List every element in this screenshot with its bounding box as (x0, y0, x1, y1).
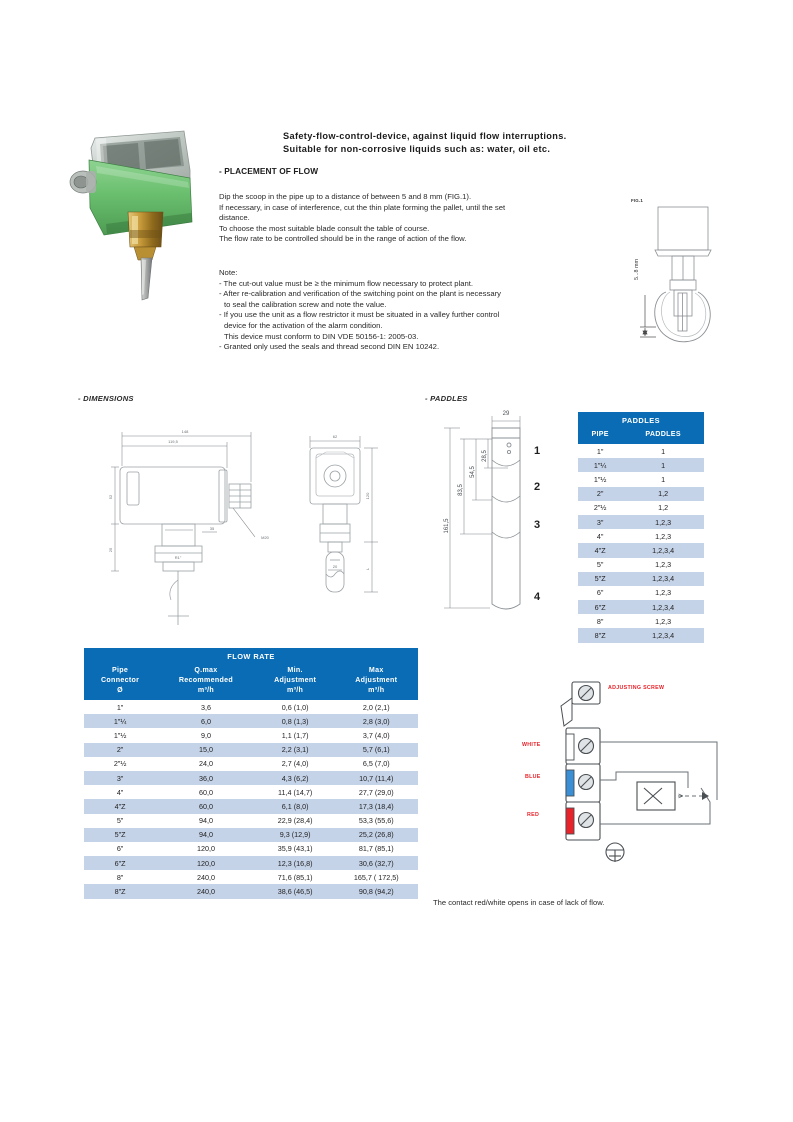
flow-cell-c3: 10,7 (11,4) (335, 771, 419, 785)
paddle-dim-161: 161,5 (444, 518, 450, 534)
flow-cell-c3: 81,7 (85,1) (335, 842, 419, 856)
flow-cell-c3: 30,6 (32,7) (335, 856, 419, 870)
flow-cell-c1: 24,0 (156, 757, 256, 771)
flow-cell-c1: 60,0 (156, 785, 256, 799)
flow-cell-c3: 27,7 (29,0) (335, 785, 419, 799)
flow-cell-c0: 1" (84, 700, 156, 714)
label-blue: BLUE (525, 774, 541, 780)
flow-cell-c0: 6" (84, 842, 156, 856)
flow-cell-c3: 2,8 (3,0) (335, 714, 419, 728)
flow-cell-c1: 15,0 (156, 743, 256, 757)
flow-cell-c3: 6,5 (7,0) (335, 757, 419, 771)
flow-col-max-l1: Max (368, 666, 384, 674)
dim-label-25: 25 (108, 547, 113, 553)
flow-cell-c2: 6,1 (8,0) (256, 799, 335, 813)
placement-line-1: Dip the scoop in the pipe up to a distance of between 5 and 8 mm (FIG.1). (219, 192, 472, 201)
note-line-6: This device must conform to DIN VDE 50156-1: 2005-03. (224, 331, 419, 341)
paddle-dim-54: 54,5 (470, 466, 476, 478)
flow-cell-c1: 9,0 (156, 728, 256, 742)
flow-col-qmax-l1: Q.max (194, 666, 218, 674)
paddles-cell-c1: 1,2 (622, 487, 704, 501)
intro-line-1: Safety-flow-control-device, against liquid flow interruptions. (283, 131, 567, 141)
dim2-label-62: 62 (332, 434, 338, 439)
table-row (84, 842, 418, 856)
table-row (84, 870, 418, 884)
wiring-caption: The contact red/white opens in case of lack of flow. (433, 898, 605, 907)
flow-cell-c3: 2,0 (2,1) (335, 700, 419, 714)
flow-col-min-l2: Adjustment (274, 676, 317, 684)
flow-col-max (335, 664, 419, 700)
flow-table-body (84, 700, 418, 899)
note-block (219, 268, 629, 353)
paddles-cell-c0: 2" (578, 487, 622, 501)
flow-col-qmax-l2: Recommended (178, 676, 234, 684)
section-heading-dimensions: - DIMENSIONS (78, 394, 134, 403)
table-row (84, 743, 418, 757)
table-row (578, 572, 704, 586)
note-line-1: - The cut-out value must be ≥ the minimum flow necessary to protect plant. (219, 278, 474, 288)
table-row (84, 799, 418, 813)
flow-cell-c0: 5"Z (84, 828, 156, 842)
paddles-cell-c0: 8"Z (578, 628, 622, 642)
paddles-cell-c1: 1,2,3,4 (622, 600, 704, 614)
flow-cell-c2: 2,2 (3,1) (256, 743, 335, 757)
flow-cell-c3: 17,3 (18,4) (335, 799, 419, 813)
flow-cell-c0: 5" (84, 814, 156, 828)
flow-cell-c2: 4,3 (6,2) (256, 771, 335, 785)
flow-cell-c3: 90,8 (94,2) (335, 884, 419, 898)
table-row (84, 728, 418, 742)
flow-cell-c2: 12,3 (16,8) (256, 856, 335, 870)
paddles-cell-c1: 1,2,3 (622, 614, 704, 628)
flow-col-max-l2: Adjustment (355, 676, 398, 684)
paddle-dim-29: 29 (502, 411, 510, 417)
dim2-label-120: 120 (365, 492, 370, 500)
paddles-cell-c0: 2"½ (578, 501, 622, 515)
flow-cell-c1: 60,0 (156, 799, 256, 813)
dim-label-m20: M20 (261, 535, 269, 540)
table-row (84, 714, 418, 728)
table-row (578, 444, 704, 458)
paddle-marker-1: 1 (534, 445, 541, 457)
placement-line-5: The flow rate to be controlled should be in the range of action of the flow. (219, 234, 467, 244)
svg-text:>: > (678, 791, 684, 801)
flow-col-max-l3: m³/h (368, 686, 385, 694)
flow-cell-c0: 3" (84, 771, 156, 785)
flow-cell-c3: 25,2 (26,8) (335, 828, 419, 842)
flow-col-pipe-l1: Pipe (112, 666, 129, 674)
paddles-cell-c0: 3" (578, 515, 622, 529)
paddles-cell-c1: 1,2,3,4 (622, 572, 704, 586)
flow-cell-c1: 240,0 (156, 870, 256, 884)
paddles-cell-c1: 1,2,3 (622, 586, 704, 600)
table-row (84, 884, 418, 898)
flow-table-header-row (84, 664, 418, 700)
table-row (578, 558, 704, 572)
note-line-7: - Granted only used the seals and thread second DIN EN 10242. (219, 342, 440, 352)
paddle-marker-3: 3 (534, 519, 541, 531)
flow-cell-c2: 38,6 (46,5) (256, 884, 335, 898)
flow-table-title: FLOW RATE (84, 648, 418, 664)
paddles-cell-c0: 1"¼ (578, 458, 622, 472)
paddle-marker-4: 4 (534, 591, 541, 603)
wiring-diagram (510, 676, 735, 896)
flow-cell-c2: 22,9 (28,4) (256, 814, 335, 828)
flow-col-qmax-l3: m³/h (197, 686, 215, 694)
intro-text (283, 130, 703, 155)
flow-col-pipe-l2: Connector (101, 676, 140, 684)
flow-col-pipe (84, 664, 156, 700)
table-row (84, 771, 418, 785)
note-line-4: - If you use the unit as a flow restrictor it must be situated in a valley further control (219, 310, 500, 320)
placement-line-2: If necessary, in case of interference, cut the thin plate forming the pallet, until the set (219, 202, 506, 212)
flow-cell-c3: 165,7 ( 172,5) (335, 870, 419, 884)
dim-label-148: 148 (181, 429, 189, 434)
dimension-drawing-side (300, 424, 405, 629)
paddles-cell-c0: 1" (578, 444, 622, 458)
table-row (84, 785, 418, 799)
paddles-cell-c1: 1,2,3,4 (622, 543, 704, 557)
placement-body (219, 192, 619, 245)
section-heading-paddles: - PADDLES (425, 394, 468, 403)
table-row (578, 543, 704, 557)
flow-cell-c0: 8" (84, 870, 156, 884)
flow-cell-c3: 3,7 (4,0) (335, 728, 419, 742)
note-line-2: - After re-calibration and verification of the switching point on the plant is necessary (219, 289, 502, 299)
flow-cell-c2: 35,9 (43,1) (256, 842, 335, 856)
flow-cell-c1: 120,0 (156, 856, 256, 870)
flow-cell-c2: 0,6 (1,0) (256, 700, 335, 714)
flow-cell-c2: 2,7 (4,0) (256, 757, 335, 771)
fig1-dimension-label: 5...8 mm (634, 259, 640, 280)
placement-heading: - PLACEMENT OF FLOW (219, 166, 319, 176)
photo-paddle (141, 258, 152, 300)
flow-cell-c1: 3,6 (156, 700, 256, 714)
table-row (578, 628, 704, 642)
paddle-dim-83: 83,5 (458, 484, 464, 496)
paddles-cell-c0: 4" (578, 529, 622, 543)
flow-cell-c1: 6,0 (156, 714, 256, 728)
paddles-cell-c0: 8" (578, 614, 622, 628)
label-red: RED (527, 812, 540, 818)
table-row (578, 487, 704, 501)
table-row (578, 458, 704, 472)
flow-cell-c0: 1"½ (84, 728, 156, 742)
dim-label-35: 35 (209, 526, 215, 531)
label-white: WHITE (522, 742, 541, 748)
paddles-cell-c0: 5" (578, 558, 622, 572)
paddles-table (578, 412, 704, 643)
flow-cell-c0: 8"Z (84, 884, 156, 898)
paddles-cell-c1: 1,2,3,4 (622, 628, 704, 642)
table-row (84, 828, 418, 842)
flow-cell-c0: 2"½ (84, 757, 156, 771)
paddles-cell-c1: 1 (622, 458, 704, 472)
table-row (578, 472, 704, 486)
paddles-cell-c0: 6"Z (578, 600, 622, 614)
paddles-cell-c0: 4"Z (578, 543, 622, 557)
paddles-cell-c0: 1"½ (578, 472, 622, 486)
dim2-label-20: 20 (332, 564, 338, 569)
dimension-drawing-front (105, 420, 295, 630)
fig1-caption: FIG.1 (631, 198, 643, 203)
flow-col-pipe-l3: Ø (117, 686, 123, 694)
paddles-cell-c1: 1,2,3 (622, 529, 704, 543)
table-row (84, 814, 418, 828)
product-photo (62, 126, 212, 308)
flow-col-min-l1: Min. (287, 666, 303, 674)
table-row (84, 856, 418, 870)
intro-line-2: Suitable for non-corrosive liquids such as: water, oil etc. (283, 143, 551, 154)
flow-cell-c0: 6"Z (84, 856, 156, 870)
flow-cell-c2: 0,8 (1,3) (256, 714, 335, 728)
flow-cell-c1: 240,0 (156, 884, 256, 898)
note-line-5: device for the activation of the alarm condition. (224, 320, 383, 330)
paddles-cell-c0: 6" (578, 586, 622, 600)
flow-cell-c1: 94,0 (156, 814, 256, 828)
flow-cell-c2: 71,6 (85,1) (256, 870, 335, 884)
table-row (84, 757, 418, 771)
paddles-table-title: PADDLES (578, 412, 704, 428)
flow-cell-c0: 2" (84, 743, 156, 757)
flow-col-min (256, 664, 335, 700)
note-line-3: to seal the calibration screw and note the value. (224, 299, 387, 309)
fig1-diagram (626, 197, 726, 357)
flow-cell-c0: 4" (84, 785, 156, 799)
table-row (84, 700, 418, 714)
table-row (578, 586, 704, 600)
dim2-label-L: L (365, 567, 370, 571)
table-row (578, 600, 704, 614)
label-adjusting-screw: ADJUSTING SCREW (608, 685, 665, 691)
flow-cell-c2: 9,3 (12,9) (256, 828, 335, 842)
paddles-cell-c1: 1 (622, 444, 704, 458)
flow-cell-c1: 120,0 (156, 842, 256, 856)
paddles-cell-c1: 1,2,3 (622, 515, 704, 529)
flow-col-min-l3: m³/h (287, 686, 304, 694)
table-row (578, 501, 704, 515)
flow-col-qmax (156, 664, 256, 700)
placement-line-3: distance. (219, 213, 250, 223)
flow-rate-table (84, 648, 418, 899)
dim-label-52: 52 (108, 494, 113, 500)
paddles-col-pipe: PIPE (578, 428, 622, 444)
flow-cell-c0: 4"Z (84, 799, 156, 813)
note-title: Note: (219, 268, 238, 277)
paddle-marker-2: 2 (534, 481, 541, 493)
dim-label-119: 119,5 (168, 439, 178, 444)
terminal-blue (566, 770, 574, 796)
paddles-col-paddles: PADDLES (622, 428, 704, 444)
photo-brass-fitting (128, 212, 163, 260)
paddles-table-body (578, 444, 704, 643)
terminal-white (566, 734, 574, 760)
flow-cell-c1: 36,0 (156, 771, 256, 785)
photo-cable-gland (70, 171, 96, 193)
paddle-dim-28: 28,5 (482, 450, 488, 462)
table-row (578, 529, 704, 543)
paddle-drawing (430, 408, 565, 623)
flow-cell-c2: 1,1 (1,7) (256, 728, 335, 742)
flow-cell-c0: 1"¼ (84, 714, 156, 728)
table-row (578, 515, 704, 529)
flow-cell-c3: 5,7 (6,1) (335, 743, 419, 757)
table-row (578, 614, 704, 628)
paddles-cell-c0: 5"Z (578, 572, 622, 586)
placement-line-4: To choose the most suitable blade consult the table of course. (219, 223, 430, 233)
flow-cell-c3: 53,3 (55,6) (335, 814, 419, 828)
ground-symbol (606, 843, 624, 862)
paddles-cell-c1: 1 (622, 472, 704, 486)
paddles-cell-c1: 1,2 (622, 501, 704, 515)
terminal-red (566, 808, 574, 834)
dim-label-thread: R1" (174, 555, 182, 560)
flow-cell-c2: 11,4 (14,7) (256, 785, 335, 799)
flow-cell-c1: 94,0 (156, 828, 256, 842)
paddles-cell-c1: 1,2,3 (622, 558, 704, 572)
